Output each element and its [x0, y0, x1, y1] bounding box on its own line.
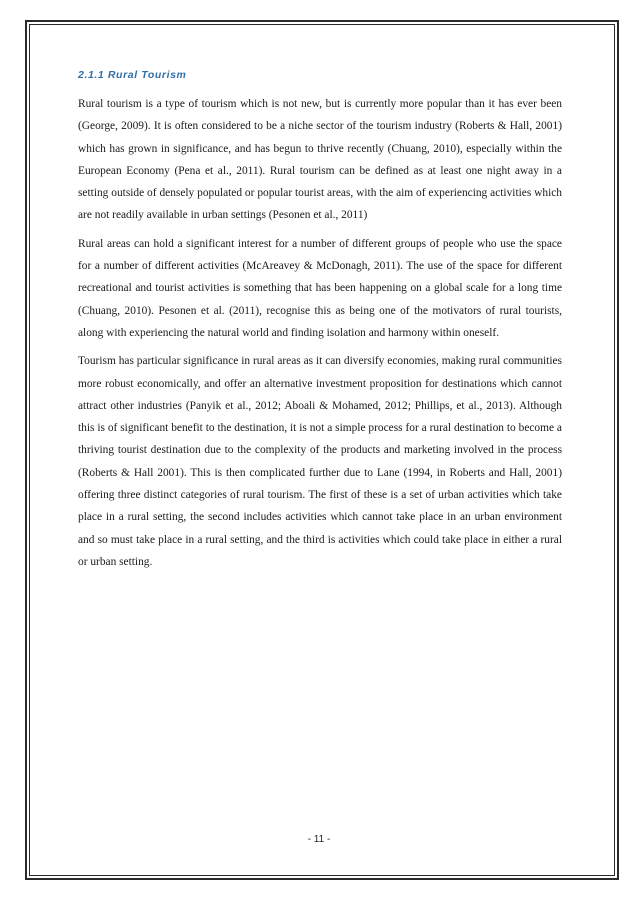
paragraph-2: Rural areas can hold a significant interest for a number of different groups of people who use the space for a number of different activities (McAreavey & McDonagh, 2011). The use of the space for different recreational and tourist activities is something that has been happening on a global scale for a long time (Chuang, 2010). Pesonen et al. (2011), recognise this as being one of the motivators of rural tourists, along with experiencing the natural world and finding isolation and harmony within oneself.	[78, 237, 562, 339]
paragraph-3: Tourism has particular significance in rural areas as it can diversify economies, making rural communities more robust economically, and offer an alternative investment proposition for destinations which cannot attract other industries (Panyik et al., 2012; Aboali & Mohamed, 2012; Phillips, et al., 2013). Although this is of significant benefit to the destination, it is not a simple process for a rural destination to become a thriving tourist destination due to the complexity of the products and marketing involved in the process (Roberts & Hall 2001). This is then complicated further due to Lane (1994, in Roberts and Hall, 2001) offering three distinct categories of rural tourism. The first of these is a set of urban activities which take place in a rural setting, the second includes activities which cannot take place in an urban environment and so must take place in a rural setting, and the third is activities which could take place in either a rural or urban setting.	[78, 355, 562, 568]
paragraph-1: Rural tourism is a type of tourism which is not new, but is currently more popular than it has ever been (George, 2009). It is often considered to be a niche sector of the tourism industry (Roberts & Hall, 2001) which has grown in significance, and has begun to thrive recently (Chuang, 2010), especially within the European Economy (Pena et al., 2011). Rural tourism can be defined as at least one night away in a setting outside of densely populated or popular tourist areas, with the aim of experiencing activities which are not readily available in urban settings (Pesonen et al., 2011)	[78, 98, 562, 222]
page-content	[78, 68, 562, 579]
section-heading: 2.1.1 Rural Tourism	[78, 69, 187, 81]
page-number: - 11 -	[307, 834, 331, 845]
